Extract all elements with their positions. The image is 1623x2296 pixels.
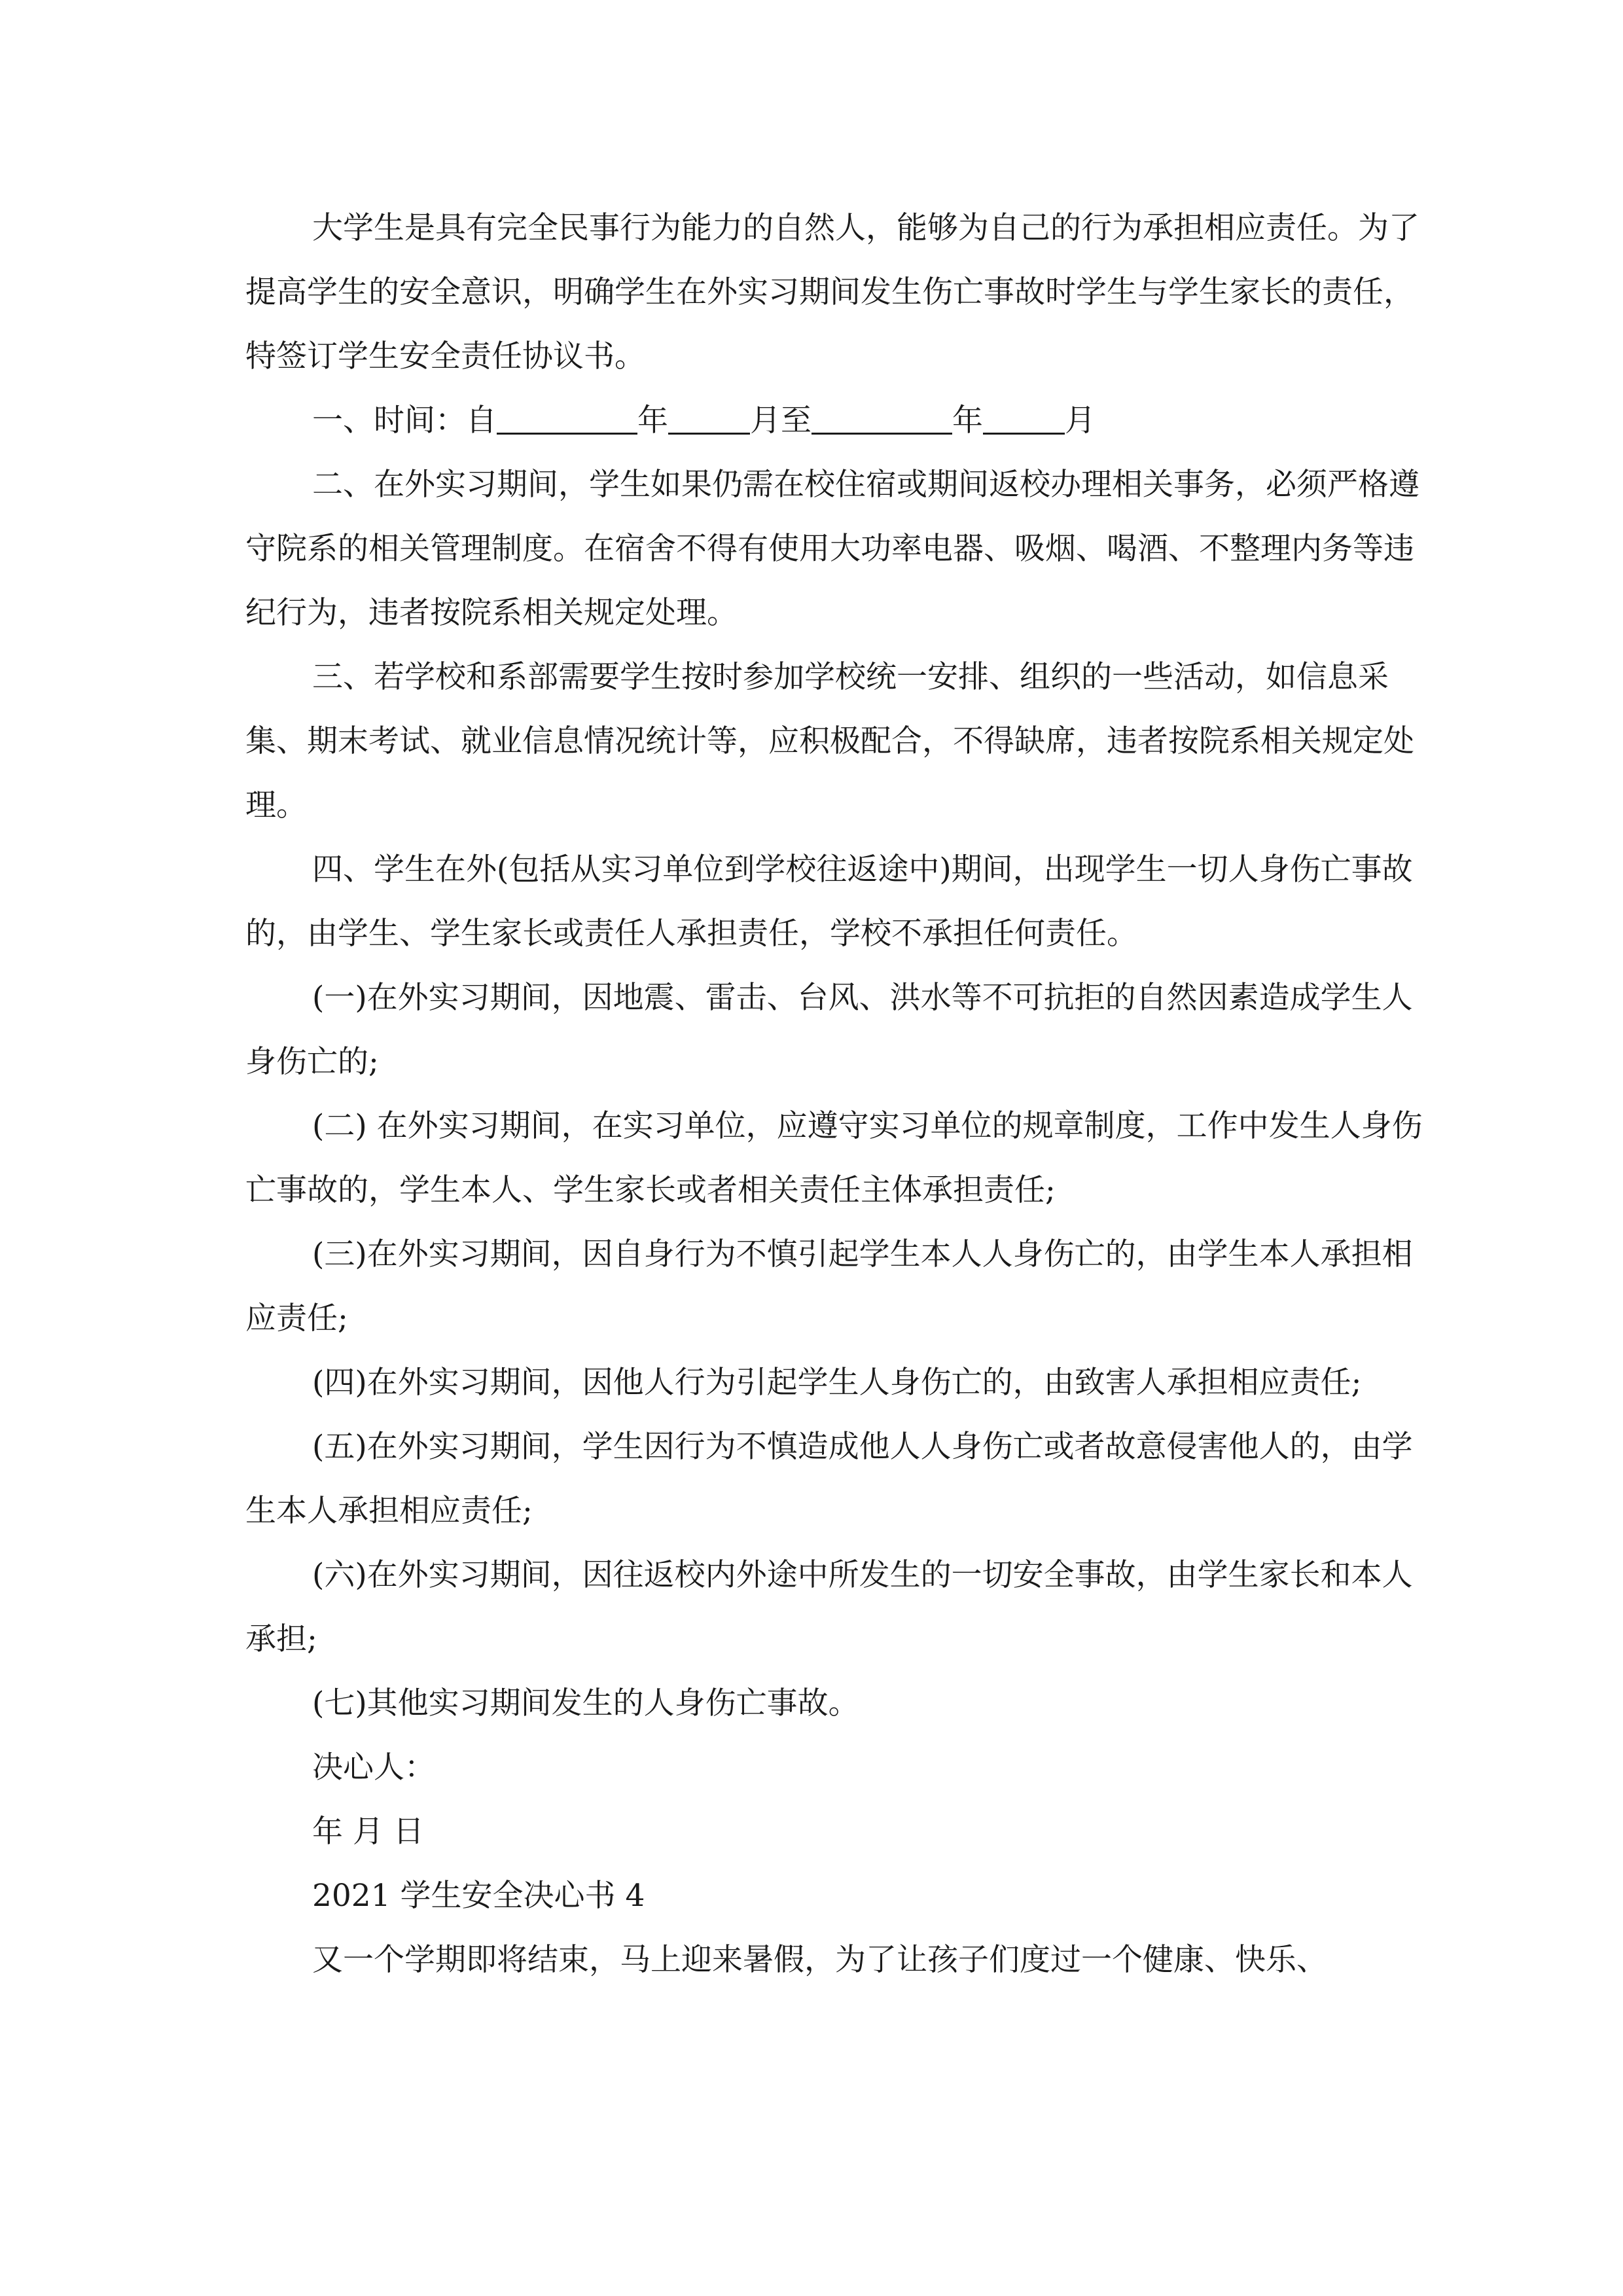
time-line [245,389,1423,453]
clause-2-paragraph: 二、在外实习期间，学生如果仍需在校住宿或期间返校办理相关事务，必须严格遵守院系的相关管理制度。在宿舍不得有使用大功率电器、吸烟、喝酒、不整理内务等违纪行为，违者按院系相关规定处理。 [245,467,1419,631]
time-year-1: 年 [637,403,668,439]
month-blank-2[interactable] [983,406,1065,435]
item-6-paragraph: (六)在外实习期间，因往返校内外途中所发生的一切安全事故，由学生家长和本人承担; [245,1557,1413,1657]
item-4-paragraph: (四)在外实习期间，因他人行为引起学生人身伤亡的，由致害人承担相应责任; [312,1365,1362,1401]
item-1-paragraph: (一)在外实习期间，因地震、雷击、台风、洪水等不可抗拒的自然因素造成学生人身伤亡的; [245,980,1413,1080]
signer-label: 决心人： [312,1749,435,1785]
time-month-to: 月至 [750,403,812,439]
next-section-title: 2021 学生安全决心书 4 [312,1878,645,1914]
time-prefix: 一、时间：自 [312,403,497,439]
intro-paragraph: 大学生是具有完全民事行为能力的自然人，能够为自己的行为承担相应责任。为了提高学生的安全意识，明确学生在外实习期间发生伤亡事故时学生与学生家长的责任，特签订学生安全责任协议书。 [245,210,1419,374]
document-body [245,196,1423,1992]
date-label: 年 月 日 [312,1814,424,1850]
item-5-paragraph: (五)在外实习期间，学生因行为不慎造成他人人身伤亡或者故意侵害他人的，由学生本人承担相应责任; [245,1429,1413,1529]
item-7-paragraph: (七)其他实习期间发生的人身伤亡事故。 [312,1685,859,1721]
time-month-end: 月 [1065,403,1096,439]
item-3-paragraph: (三)在外实习期间，因自身行为不慎引起学生本人人身伤亡的，由学生本人承担相应责任; [245,1236,1413,1336]
next-section-paragraph: 又一个学期即将结束，马上迎来暑假，为了让孩子们度过一个健康、快乐、 [312,1942,1327,1978]
year-blank-1[interactable] [497,406,637,435]
month-blank-1[interactable] [668,406,750,435]
clause-3-paragraph: 三、若学校和系部需要学生按时参加学校统一安排、组织的一些活动，如信息采集、期末考试、就业信息情况统计等，应积极配合，不得缺席，违者按院系相关规定处理。 [245,659,1414,823]
year-blank-2[interactable] [812,406,952,435]
item-2-paragraph: (二) 在外实习期间，在实习单位，应遵守实习单位的规章制度，工作中发生人身伤亡事故的，学生本人、学生家长或者相关责任主体承担责任; [245,1108,1423,1208]
time-year-2: 年 [952,403,983,439]
clause-4-paragraph: 四、学生在外(包括从实习单位到学校往返途中)期间，出现学生一切人身伤亡事故的，由学生、学生家长或责任人承担责任，学校不承担任何责任。 [245,852,1413,952]
